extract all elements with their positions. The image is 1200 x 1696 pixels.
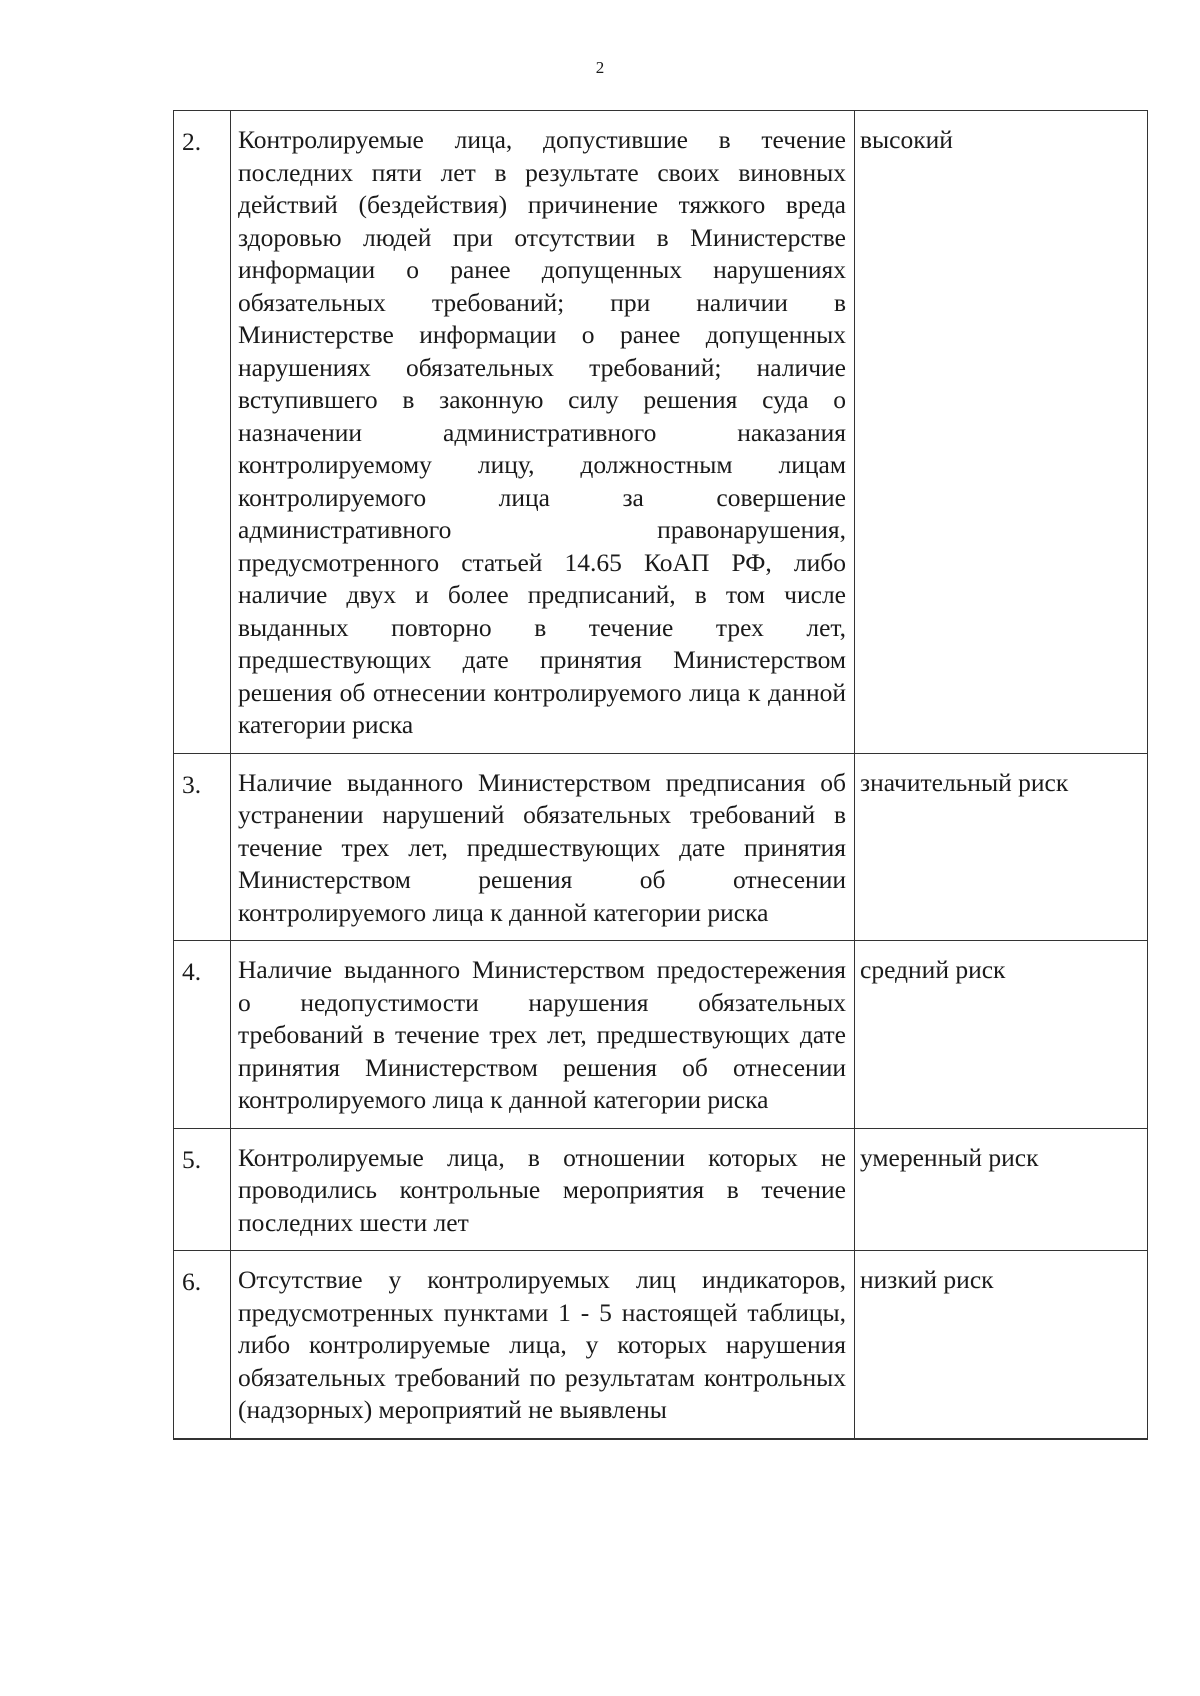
row-number: 2. (174, 111, 231, 754)
risk-indicator-text: Наличие выданного Министерством предостережения о недопустимости нарушения обязательных требований в течение трех лет, предшествующих дате принятия Министерством решения об отнесении контролируемого лица к данной категории риска (231, 941, 855, 1129)
row-number: 4. (174, 941, 231, 1129)
risk-indicator-text: Контролируемые лица, допустившие в течение последних пяти лет в результате своих виновных действий (бездействия) причинение тяжкого вреда здоровью людей при отсутствии в Министерстве информации о ранее допущенных нарушениях обязательных требований; при наличии в Министерстве информации о ранее допущенных нарушениях обязательных требований; наличие вступившего в законную силу решения суда о назначении административного наказания контролируемому лицу, должностным лицам контролируемого лица за совершение административного правонарушения, предусмотренного статьей 14.65 КоАП РФ, либо наличие двух и более предписаний, в том числе выданных повторно в течение трех лет, предшествующих дате принятия Министерством решения об отнесении контролируемого лица к данной категории риска (231, 111, 855, 754)
risk-category: значительный риск (855, 753, 1148, 941)
risk-indicator-text: Контролируемые лица, в отношении которых не проводились контрольные мероприятия в течение последних шести лет (231, 1128, 855, 1251)
risk-indicator-text: Отсутствие у контролируемых лиц индикаторов, предусмотренных пунктами 1 - 5 настоящей таблицы, либо контролируемые лица, у которых нарушения обязательных требований по результатам контрольных (надзорных) мероприятий не выявлены (231, 1251, 855, 1439)
risk-category-table (173, 110, 1148, 1440)
row-number: 3. (174, 753, 231, 941)
table-row (174, 111, 1148, 754)
table-row (174, 753, 1148, 941)
page-number: 2 (595, 58, 605, 77)
risk-indicator-text: Наличие выданного Министерством предписания об устранении нарушений обязательных требований в течение трех лет, предшествующих дате принятия Министерством решения об отнесении контролируемого лица к данной категории риска (231, 753, 855, 941)
risk-category: низкий риск (855, 1251, 1148, 1439)
table-row (174, 1128, 1148, 1251)
table-row (174, 941, 1148, 1129)
risk-category: высокий (855, 111, 1148, 754)
row-number: 5. (174, 1128, 231, 1251)
risk-category: средний риск (855, 941, 1148, 1129)
row-number: 6. (174, 1251, 231, 1439)
table-row (174, 1251, 1148, 1439)
risk-category: умеренный риск (855, 1128, 1148, 1251)
